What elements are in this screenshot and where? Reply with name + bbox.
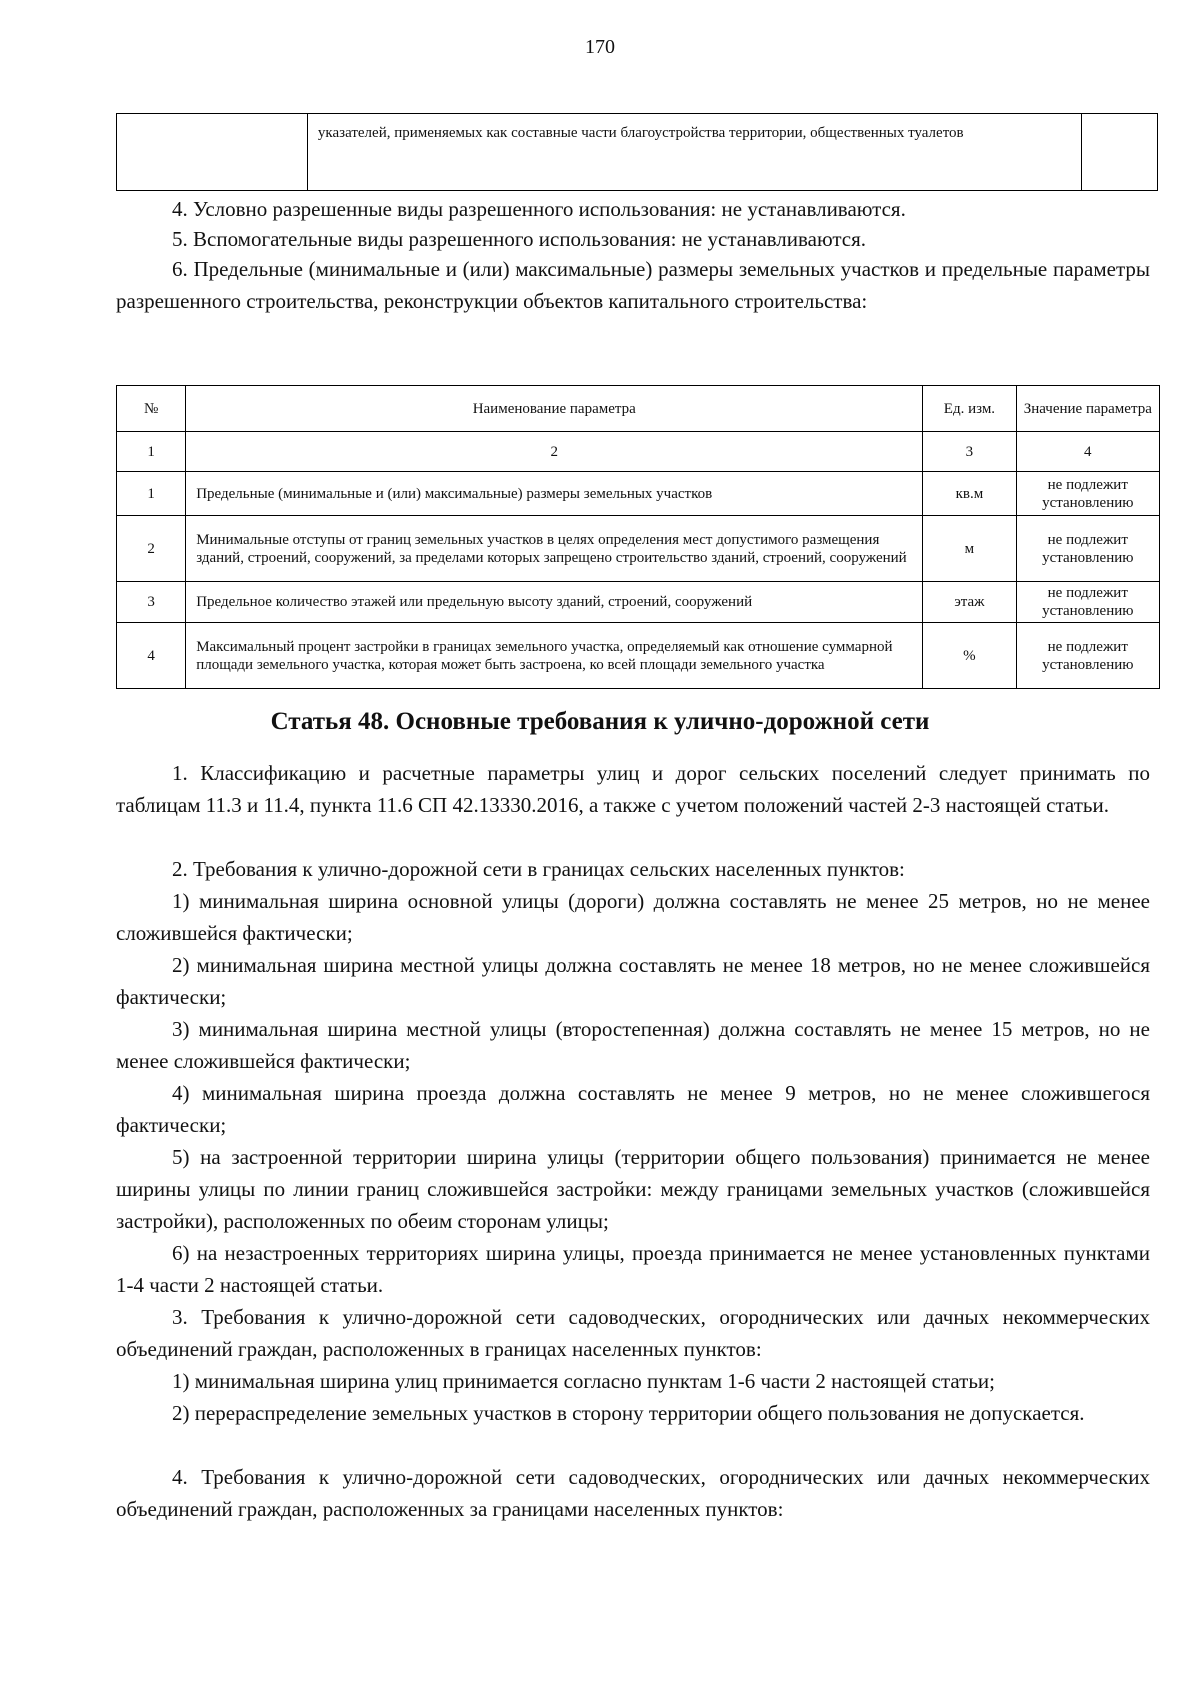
row-num: 1 bbox=[117, 472, 186, 516]
header-name: Наименование параметра bbox=[186, 386, 923, 432]
article-paragraph: 4) минимальная ширина проезда должна составлять не менее 9 метров, но не менее сложившегося фактически; bbox=[116, 1081, 1150, 1137]
row-value: не подлежит установлению bbox=[1016, 472, 1159, 516]
row-name: Минимальные отступы от границ земельных участков в целях определения мест допустимого размещения зданий, строений, сооружений, за пределами которых запрещено строительство зданий, строений, сооружений bbox=[186, 516, 923, 582]
col-number-2: 2 bbox=[186, 432, 923, 472]
table-row bbox=[117, 582, 1160, 623]
article-paragraph: 1) минимальная ширина основной улицы (дороги) должна составлять не менее 25 метров, но не менее сложившейся фактически; bbox=[116, 889, 1150, 945]
row-unit: кв.м bbox=[923, 472, 1016, 516]
row-num: 4 bbox=[117, 623, 186, 689]
table-cell-empty bbox=[1081, 114, 1157, 191]
table-row bbox=[117, 623, 1160, 689]
header-unit: Ед. изм. bbox=[923, 386, 1016, 432]
article-paragraph: 6) на незастроенных территориях ширина улицы, проезда принимается не менее установленных пунктами 1-4 части 2 настоящей статьи. bbox=[116, 1241, 1150, 1297]
table-row bbox=[117, 472, 1160, 516]
table-row bbox=[117, 516, 1160, 582]
item-6: 6. Предельные (минимальные и (или) максимальные) размеры земельных участков и предельные параметры разрешенного строительства, реконструкции объектов капитального строительства: bbox=[116, 257, 1150, 313]
article-paragraph: 2) минимальная ширина местной улицы должна составлять не менее 18 метров, но не менее сложившейся фактически; bbox=[116, 953, 1150, 1009]
row-num: 3 bbox=[117, 582, 186, 623]
item-4: 4. Условно разрешенные виды разрешенного использования: не устанавливаются. bbox=[172, 197, 906, 221]
row-unit: м bbox=[923, 516, 1016, 582]
row-name: Предельные (минимальные и (или) максимальные) размеры земельных участков bbox=[186, 472, 923, 516]
row-unit: % bbox=[923, 623, 1016, 689]
table-row bbox=[117, 114, 1158, 191]
article-paragraph: 4. Требования к улично-дорожной сети садоводческих, огороднических или дачных некоммерческих объединений граждан, расположенных за границами населенных пунктов: bbox=[116, 1465, 1150, 1521]
article-paragraph: 2) перераспределение земельных участков в сторону территории общего пользования не допускается. bbox=[172, 1401, 1085, 1425]
article-paragraph: 3) минимальная ширина местной улицы (второстепенная) должна составлять не менее 15 метров, но не менее сложившейся фактически; bbox=[116, 1017, 1150, 1073]
col-number-4: 4 bbox=[1016, 432, 1159, 472]
article-paragraph: 1) минимальная ширина улиц принимается согласно пунктам 1-6 части 2 настоящей статьи; bbox=[172, 1369, 995, 1393]
table-column-numbers-row bbox=[117, 432, 1160, 472]
table-cell-text: указателей, применяемых как составные части благоустройства территории, общественных туалетов bbox=[307, 114, 1081, 191]
row-value: не подлежит установлению bbox=[1016, 623, 1159, 689]
row-value: не подлежит установлению bbox=[1016, 516, 1159, 582]
row-name: Максимальный процент застройки в границах земельного участка, определяемый как отношение суммарной площади земельного участка, которая может быть застроена, ко всей площади земельного участка bbox=[186, 623, 923, 689]
page-number: 170 bbox=[585, 36, 615, 58]
article-paragraph: 2. Требования к улично-дорожной сети в границах сельских населенных пунктов: bbox=[172, 857, 905, 881]
row-value: не подлежит установлению bbox=[1016, 582, 1159, 623]
header-value: Значение параметра bbox=[1016, 386, 1159, 432]
col-number-1: 1 bbox=[117, 432, 186, 472]
parameters-table bbox=[116, 385, 1160, 689]
row-unit: этаж bbox=[923, 582, 1016, 623]
item-5: 5. Вспомогательные виды разрешенного использования: не устанавливаются. bbox=[172, 227, 867, 251]
row-name: Предельное количество этажей или предельную высоту зданий, строений, сооружений bbox=[186, 582, 923, 623]
article-title: Статья 48. Основные требования к улично-дорожной сети bbox=[270, 708, 930, 735]
row-num: 2 bbox=[117, 516, 186, 582]
article-paragraph: 1. Классификацию и расчетные параметры улиц и дорог сельских поселений следует принимать по таблицам 11.3 и 11.4, пункта 11.6 СП 42.13330.2016, а также с учетом положений частей 2-3 настоящей статьи. bbox=[116, 761, 1150, 817]
continuation-table bbox=[116, 113, 1158, 191]
article-paragraph: 3. Требования к улично-дорожной сети садоводческих, огороднических или дачных некоммерческих объединений граждан, расположенных в границах населенных пунктов: bbox=[116, 1305, 1150, 1361]
article-paragraph: 5) на застроенной территории ширина улицы (территории общего пользования) принимается не менее ширины улицы по линии границ сложившейся застройки: между границами земельных участков (сложившейся застройки), расположенных по обеим сторонам улицы; bbox=[116, 1145, 1150, 1233]
header-num: № bbox=[117, 386, 186, 432]
table-cell-empty bbox=[117, 114, 308, 191]
table-header-row bbox=[117, 386, 1160, 432]
col-number-3: 3 bbox=[923, 432, 1016, 472]
